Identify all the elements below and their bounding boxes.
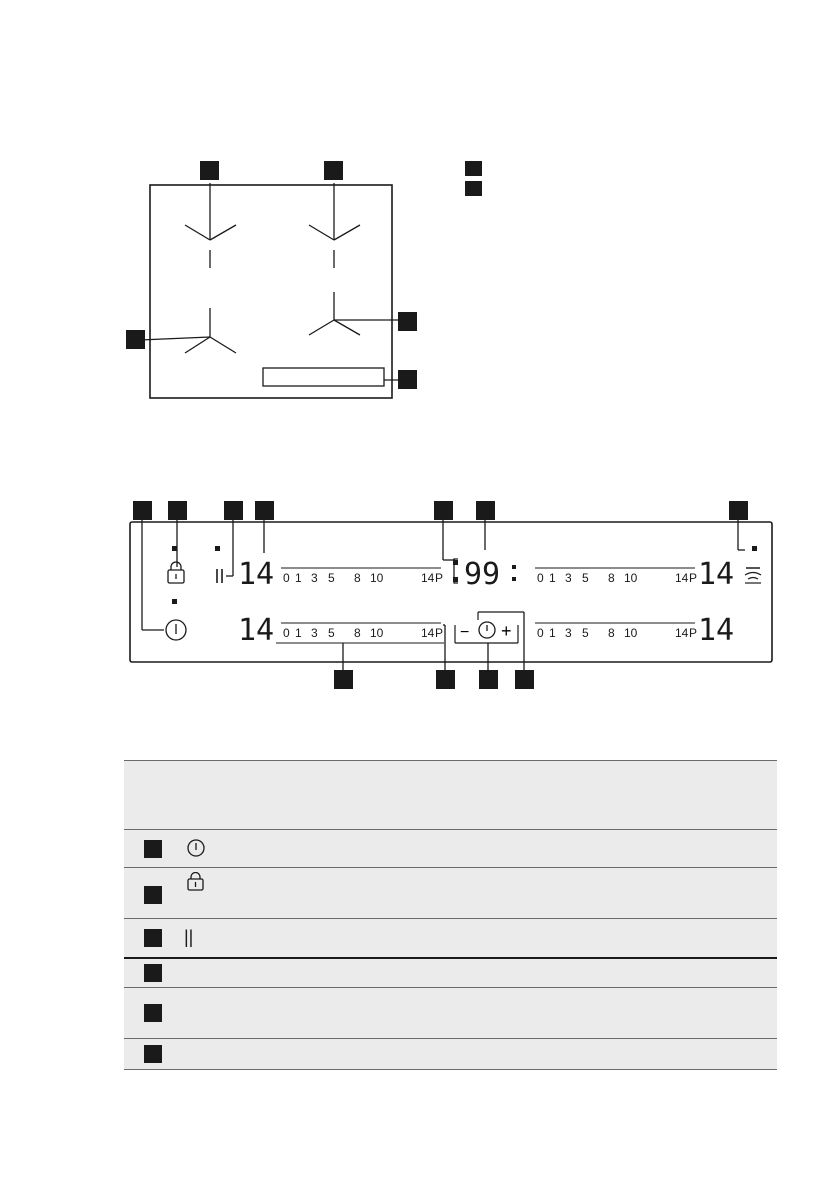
callout-box	[729, 501, 748, 520]
table-row	[124, 988, 777, 1039]
power-level-tick[interactable]: 14	[421, 571, 435, 585]
power-level-tick[interactable]: 0	[537, 571, 544, 585]
power-level-tick[interactable]: 3	[311, 571, 318, 585]
hob2hood-icon[interactable]	[745, 568, 761, 583]
callout-box	[334, 670, 353, 689]
timer-plus-button[interactable]: +	[501, 621, 512, 641]
legend-table	[124, 760, 777, 1070]
power-level-tick[interactable]: 1	[295, 626, 302, 640]
indicator-dot	[172, 546, 177, 551]
table-row	[124, 868, 777, 919]
cooking-zone-rear-right	[309, 183, 360, 268]
indicator-dot	[172, 599, 177, 604]
callout-box	[515, 670, 534, 689]
power-level-tick[interactable]: 5	[582, 571, 589, 585]
timer-clock-icon[interactable]	[479, 622, 495, 638]
callout-box	[398, 370, 417, 389]
power-level-tick[interactable]: 3	[311, 626, 318, 640]
zone-display: 14	[238, 557, 275, 592]
callout-box	[476, 501, 495, 520]
power-icon	[186, 838, 206, 858]
power-level-tick[interactable]: 14	[421, 626, 435, 640]
power-level-tick[interactable]: 5	[582, 626, 589, 640]
table-row	[124, 919, 777, 959]
power-level-tick[interactable]: 0	[537, 626, 544, 640]
zone-display: 14	[698, 557, 735, 592]
table-row	[124, 959, 777, 988]
row-number-box	[144, 1004, 162, 1022]
power-level-tick[interactable]: 10	[370, 626, 384, 640]
callout-box	[436, 670, 455, 689]
power-level-tick[interactable]: 1	[549, 626, 556, 640]
timer-minus-button[interactable]: −	[460, 624, 470, 641]
table-row	[124, 1039, 777, 1070]
indicator-dot	[752, 546, 757, 551]
pause-icon: ||	[184, 927, 194, 947]
power-level-tick[interactable]: 14	[675, 571, 689, 585]
callout-box	[200, 161, 219, 180]
timer-controls	[455, 612, 524, 643]
power-level-tick[interactable]: 1	[549, 571, 556, 585]
power-level-tick[interactable]: 8	[608, 571, 615, 585]
zone-display: 14	[698, 613, 735, 648]
callout-box	[255, 501, 274, 520]
power-level-tick[interactable]: 0	[283, 626, 290, 640]
pause-icon[interactable]	[217, 569, 222, 583]
power-level-tick[interactable]: 8	[354, 626, 361, 640]
power-level-tick[interactable]: P	[435, 626, 444, 640]
power-level-tick[interactable]: 14	[675, 626, 689, 640]
table-header	[124, 760, 777, 830]
power-level-tick[interactable]: P	[435, 571, 444, 585]
cooking-zone-rear-left	[140, 308, 236, 353]
power-level-tick[interactable]: P	[689, 626, 698, 640]
power-level-tick[interactable]: 1	[295, 571, 302, 585]
power-level-tick[interactable]: 3	[565, 571, 572, 585]
power-level-tick[interactable]: 8	[354, 571, 361, 585]
power-level-tick[interactable]: 5	[328, 626, 335, 640]
power-level-tick[interactable]: 10	[624, 571, 638, 585]
callout-box	[479, 670, 498, 689]
table-row	[124, 830, 777, 868]
power-level-tick[interactable]: 10	[624, 626, 638, 640]
callout-box	[324, 161, 343, 180]
cooking-zone-front-right	[309, 292, 402, 335]
power-level-tick[interactable]: 8	[608, 626, 615, 640]
lock-icon	[186, 872, 206, 892]
timer-display	[453, 557, 516, 592]
zone-display: 14	[238, 613, 275, 648]
callout-box	[398, 312, 417, 331]
lock-icon[interactable]	[168, 562, 184, 583]
legend-callout-box	[465, 181, 482, 196]
hob-outline	[150, 185, 392, 398]
cooking-zone-front-left	[185, 183, 236, 268]
row-number-box	[144, 929, 162, 947]
row-number-box	[144, 1045, 162, 1063]
row-number-box	[144, 840, 162, 858]
callout-box	[126, 330, 145, 349]
control-panel-area	[263, 368, 384, 386]
power-level-tick[interactable]: 10	[370, 571, 384, 585]
callout-box	[224, 501, 243, 520]
row-number-box	[144, 886, 162, 904]
legend-callout-box	[465, 161, 482, 176]
indicator-dot	[215, 546, 220, 551]
power-level-tick[interactable]: 0	[283, 571, 290, 585]
control-panel-outline	[130, 522, 772, 662]
timer-value: 99	[464, 557, 501, 592]
callout-box	[434, 501, 453, 520]
power-icon[interactable]	[166, 620, 186, 640]
power-level-tick[interactable]: P	[689, 571, 698, 585]
power-level-tick[interactable]: 3	[565, 626, 572, 640]
row-number-box	[144, 964, 162, 982]
power-level-tick[interactable]: 5	[328, 571, 335, 585]
callout-box	[168, 501, 187, 520]
callout-box	[133, 501, 152, 520]
